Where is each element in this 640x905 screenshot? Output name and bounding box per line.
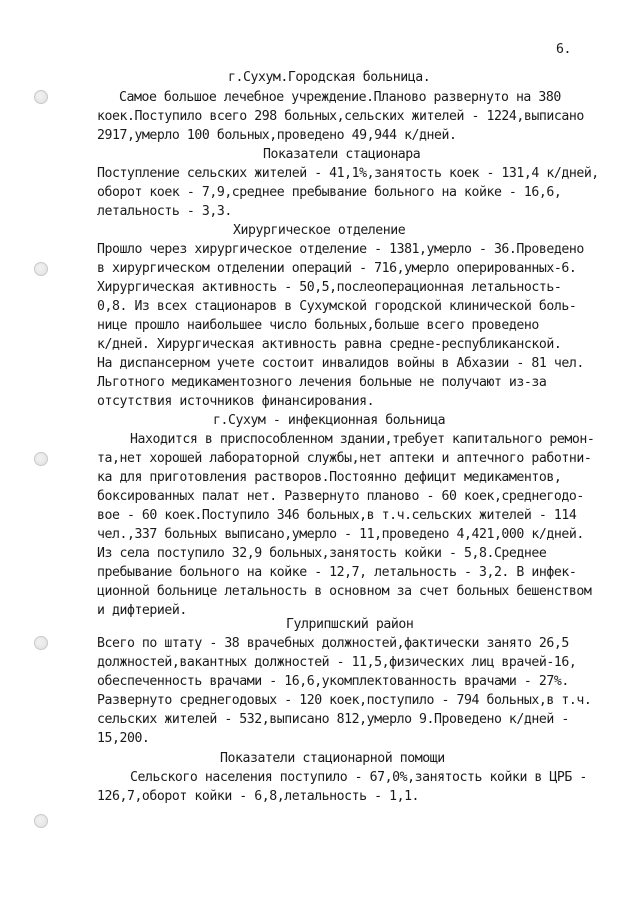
text-line: 0,8. Из всех стационаров в Сухумской городской клинической боль-	[97, 299, 577, 314]
text-line: Поступление сельских жителей - 41,1%,занятость коек - 131,4 к/дней,	[97, 166, 599, 181]
text-line: сельских жителей - 532,выписано 812,умерло 9.Проведено к/дней -	[97, 712, 569, 727]
text-line: ка для приготовления растворов.Постоянно дефицит медикаментов,	[97, 470, 562, 485]
text-line: 15,200.	[97, 731, 150, 746]
text-line: должностей,вакантных должностей - 11,5,физических лиц врачей-16,	[97, 655, 577, 670]
text-line: Сельского населения поступило - 67,0%,занятость койки в ЦРБ -	[130, 770, 587, 785]
text-line: Самое большое лечебное учреждение.Планово развернуто на 380	[119, 90, 561, 105]
text-line: к/дней. Хирургическая активность равна средне-республиканской.	[97, 337, 562, 352]
section-heading: г.Сухум.Городская больница.	[228, 70, 431, 85]
text-line: боксированных палат нет. Развернуто планово - 60 коек,среднегодо-	[97, 489, 584, 504]
text-line: 126,7,оборот койки - 6,8,летальность - 1,1.	[97, 789, 420, 804]
punch-hole	[34, 90, 48, 104]
text-line: в хирургическом отделении операций - 716,умерло оперированных-6.	[97, 261, 577, 276]
text-line: 2917,умерло 100 больных,проведено 49,944 к/дней.	[97, 128, 457, 143]
text-line: Развернуто среднегодовых - 120 коек,поступило - 794 больных,в т.ч.	[97, 693, 592, 708]
text-line: На диспансерном учете состоит инвалидов войны в Абхазии - 81 чел.	[97, 356, 584, 371]
text-line: летальность - 3,3.	[97, 204, 232, 219]
section-heading: Гулрипшский район	[286, 617, 414, 632]
text-line: оборот коек - 7,9,среднее пребывание больного на койке - 16,6,	[97, 185, 562, 200]
text-line: та,нет хорошей лабораторной службы,нет аптеки и аптечного работни-	[97, 451, 592, 466]
text-line: чел.,337 больных выписано,умерло - 11,проведено 4,421,000 к/дней.	[97, 527, 584, 542]
page-number: 6.	[556, 42, 571, 57]
text-line: Из села поступило 32,9 больных,занятость койки - 5,8.Среднее	[97, 546, 547, 561]
text-line: Хирургическая активность - 50,5,послеоперационная летальность-	[97, 280, 562, 295]
section-heading: Хирургическое отделение	[233, 223, 406, 238]
text-line: вое - 60 коек.Поступило 346 больных,в т.ч.сельских жителей - 114	[97, 508, 577, 523]
text-line: коек.Поступило всего 298 больных,сельских жителей - 1224,выписано	[97, 109, 584, 124]
text-line: отсутствия источников финансирования.	[97, 394, 375, 409]
text-line: нице прошло наибольшее число больных,больше всего проведено	[97, 318, 539, 333]
punch-hole	[34, 262, 48, 276]
punch-hole	[34, 636, 48, 650]
text-line: ционной больнице летальность в основном за счет больных бешенством	[97, 584, 592, 599]
punch-hole	[34, 452, 48, 466]
text-line: Льготного медикаментозного лечения больные не получают из-за	[97, 375, 547, 390]
section-heading: г.Сухум - инфекционная больница	[213, 413, 446, 428]
text-line: пребывание больного на койке - 12,7, летальность - 3,2. В инфек-	[97, 565, 577, 580]
text-line: Всего по штату - 38 врачебных должностей,фактически занято 26,5	[97, 636, 569, 651]
text-line: Находится в приспособленном здании,требует капитального ремон-	[130, 432, 595, 447]
punch-hole	[34, 814, 48, 828]
text-line: Прошло через хирургическое отделение - 1381,умерло - 36.Проведено	[97, 242, 584, 257]
section-heading: Показатели стационарной помощи	[220, 751, 445, 766]
section-heading: Показатели стационара	[263, 147, 421, 162]
text-line: обеспеченность врачами - 16,6,укомплектованность врачами - 27%.	[97, 674, 569, 689]
text-line: и дифтерией.	[97, 603, 187, 618]
